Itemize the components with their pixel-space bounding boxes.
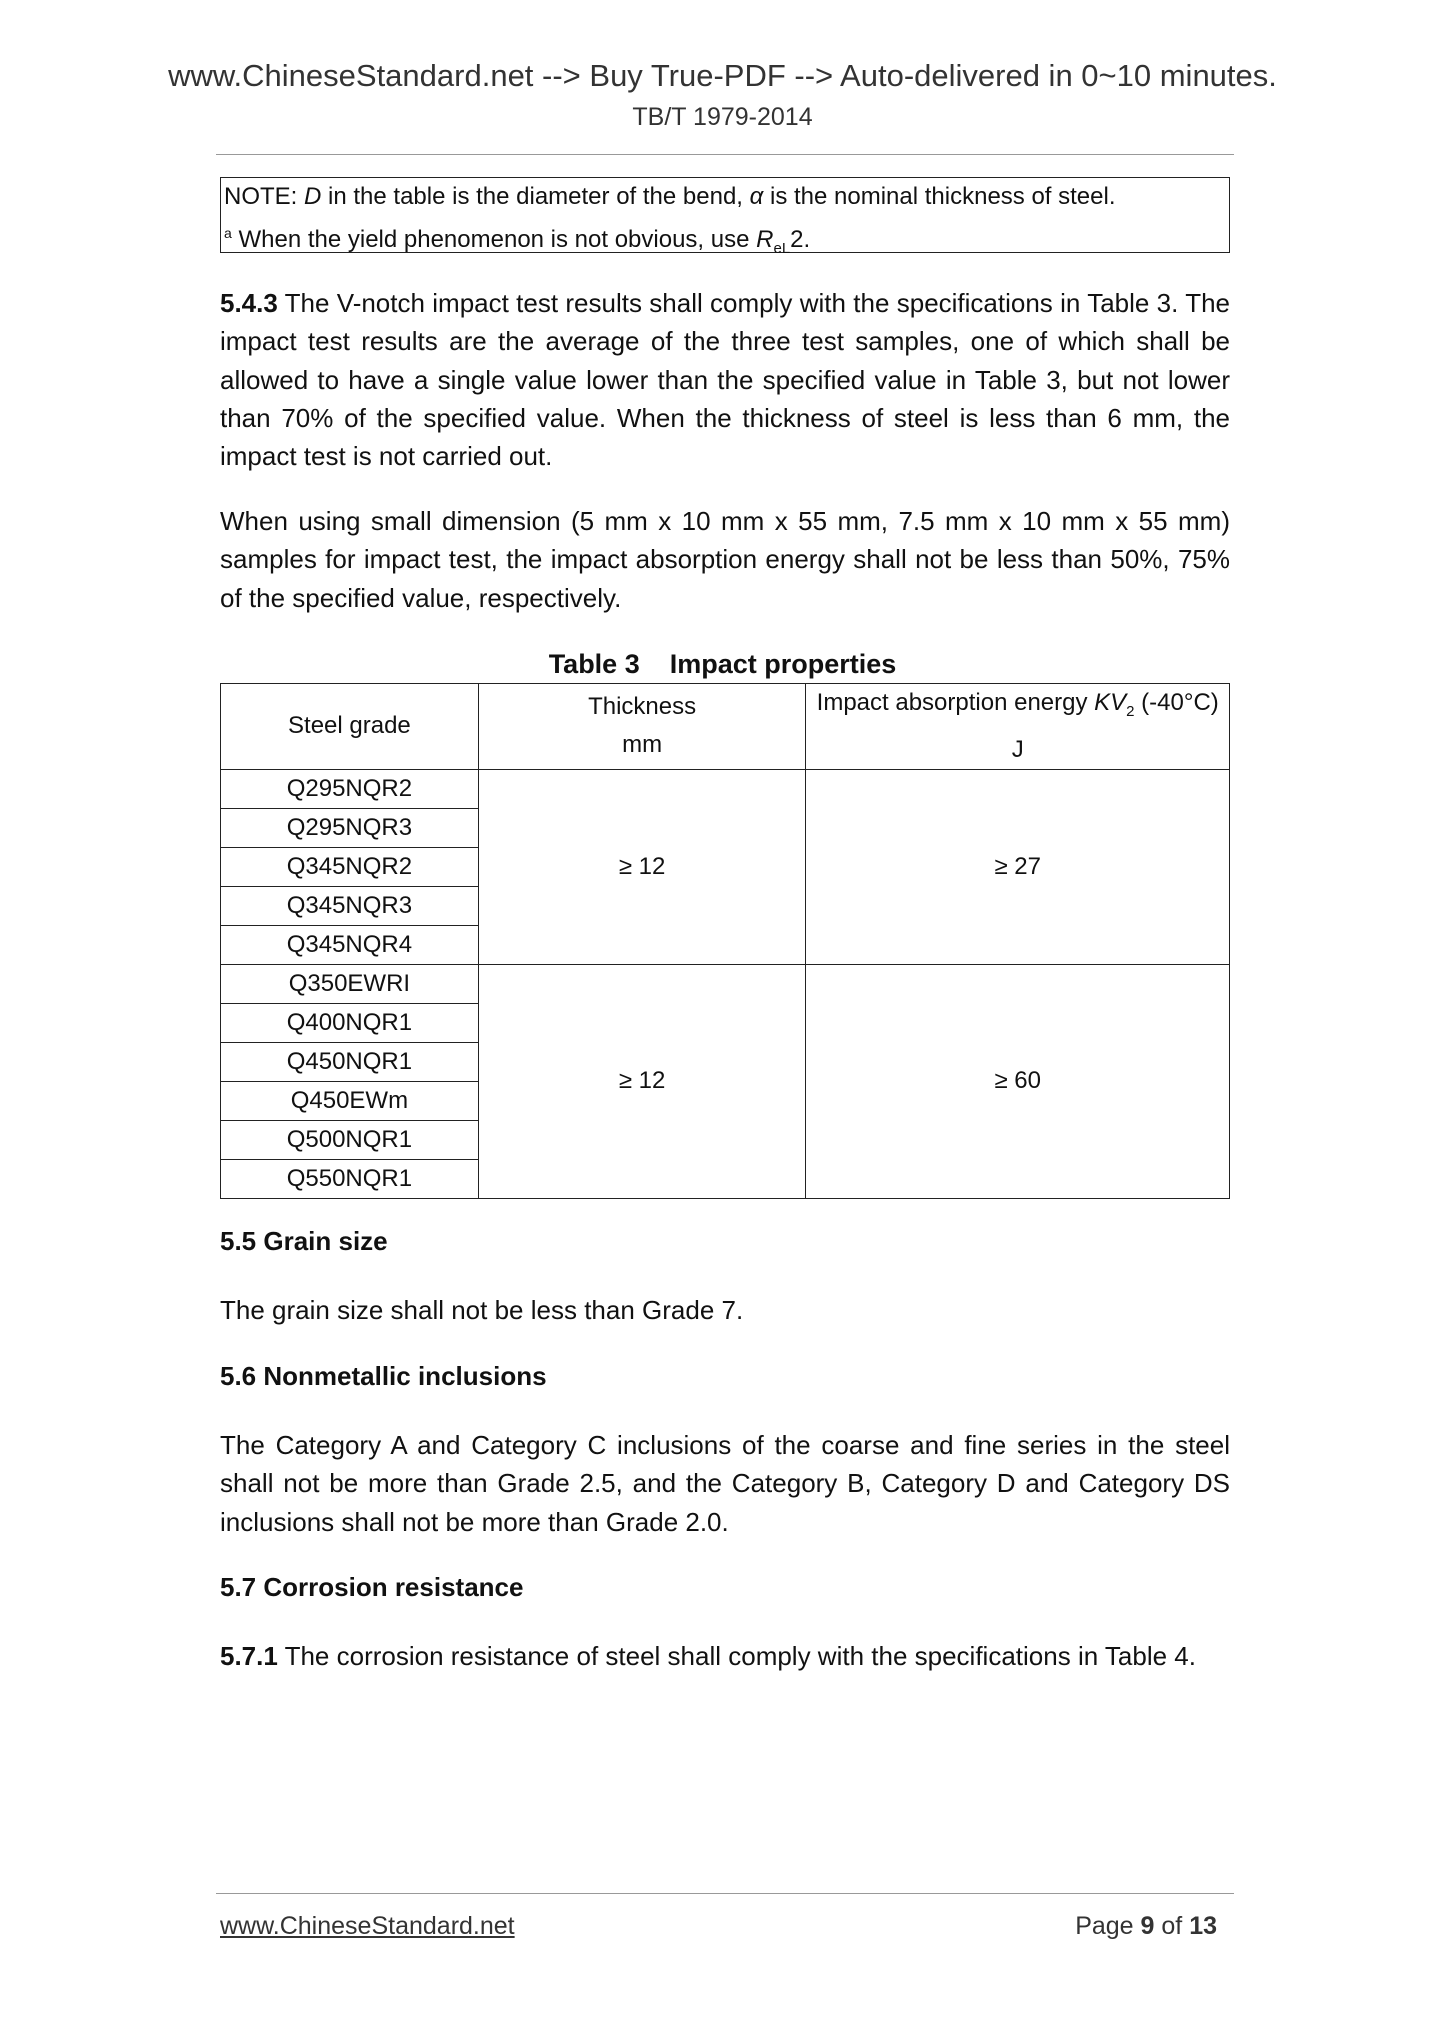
paragraph-5-5: The grain size shall not be less than Grade 7. — [220, 1295, 744, 1325]
note-text: When the yield phenomenon is not obvious, use — [231, 226, 757, 253]
energy-cell: ≥ 60 — [806, 964, 1230, 1198]
steel-grade-cell: Q550NQR1 — [221, 1159, 479, 1198]
steel-grade-cell: Q345NQR3 — [221, 886, 479, 925]
header-thickness-unit: mm — [622, 731, 663, 759]
header-banner: www.ChineseStandard.net --> Buy True-PDF --> Auto-delivered in 0~10 minutes. — [168, 58, 1277, 93]
steel-grade-cell: Q345NQR2 — [221, 847, 479, 886]
header-energy-label — [806, 684, 1229, 731]
page-number: 9 — [1140, 1912, 1155, 1940]
steel-grade-cell: Q295NQR3 — [221, 808, 479, 847]
header-thickness-label: Thickness — [588, 693, 697, 721]
energy-cell: ≥ 27 — [806, 769, 1230, 964]
table-row — [221, 964, 1230, 1003]
symbol-kv: KV — [1094, 689, 1127, 716]
header-energy-unit: J — [1011, 735, 1024, 763]
symbol-subscript: 2 — [1126, 702, 1135, 720]
steel-grade-cell: Q500NQR1 — [221, 1120, 479, 1159]
note-text: is the nominal thickness of steel. — [763, 183, 1116, 210]
note-prefix: NOTE: — [224, 183, 305, 210]
header-impact-energy — [806, 684, 1230, 770]
footnote-mark: a — [224, 225, 232, 241]
table-row — [221, 769, 1230, 808]
heading-5-5: 5.5 Grain size — [220, 1226, 388, 1256]
steel-grade-cell: Q450EWm — [221, 1081, 479, 1120]
steel-grade-cell: Q400NQR1 — [221, 1003, 479, 1042]
note-text: 2. — [790, 226, 811, 253]
table-3-title: Table 3 Impact properties — [548, 649, 897, 679]
thickness-cell: ≥ 12 — [478, 769, 806, 964]
page-total: 13 — [1189, 1912, 1217, 1940]
heading-5-6: 5.6 Nonmetallic inclusions — [220, 1361, 547, 1391]
footer-site-link[interactable]: www.ChineseStandard.net — [220, 1912, 515, 1940]
steel-grade-cell: Q295NQR2 — [221, 769, 479, 808]
label-text: (-40°C) — [1134, 689, 1219, 716]
note-line-1 — [221, 178, 1229, 215]
note-text: in the table is the diameter of the bend, — [321, 183, 750, 210]
header-divider — [216, 154, 1234, 155]
heading-5-7: 5.7 Corrosion resistance — [220, 1572, 524, 1602]
steel-grade-cell: Q450NQR1 — [221, 1042, 479, 1081]
symbol-r: R — [756, 226, 774, 253]
table-header-row — [221, 684, 1230, 770]
paragraph-5-7-1 — [220, 1637, 1230, 1675]
header-steel-grade: Steel grade — [221, 684, 479, 770]
label-text: Impact absorption energy — [816, 689, 1095, 716]
page-indicator — [1075, 1912, 1217, 1941]
clause-number: 5.7.1 — [220, 1641, 278, 1671]
clause-number: 5.4.3 — [220, 288, 278, 318]
symbol-d: D — [304, 183, 322, 210]
header-thickness — [478, 684, 806, 770]
steel-grade-cell: Q345NQR4 — [221, 925, 479, 964]
paragraph-small-samples: When using small dimension (5 mm x 10 mm x 55 mm, 7.5 mm x 10 mm x 55 mm) samples for impact test, the impact absorption energy shall not be less than 50%, 75% of the specified value, respectively. — [220, 506, 1230, 613]
table-note-box — [220, 177, 1230, 257]
clause-text: The corrosion resistance of steel shall comply with the specifications in Table 4. — [277, 1641, 1196, 1671]
clause-text: The V-notch impact test results shall comply with the specifications in Table 3. The impact test results are the average of the three test samples, one of which shall be allowed to have a single value lower than the specified value in Table 3, but not lower than 70% of the specified value. When the thickness of steel is less than 6 mm, the impact test is not carried out. — [220, 288, 1230, 472]
paragraph-5-4-3 — [220, 284, 1230, 475]
symbol-subscript: eL — [773, 239, 791, 257]
page-label: Page — [1075, 1912, 1141, 1940]
symbol-alpha: α — [749, 183, 764, 210]
document-id: TB/T 1979-2014 — [632, 103, 813, 131]
steel-grade-cell: Q350EWRI — [221, 964, 479, 1003]
footer-divider — [216, 1893, 1234, 1894]
impact-properties-table — [220, 683, 1230, 1199]
note-line-2 — [221, 215, 1229, 257]
page-of: of — [1154, 1912, 1190, 1940]
thickness-cell: ≥ 12 — [478, 964, 806, 1198]
paragraph-5-6: The Category A and Category C inclusions of the coarse and fine series in the steel shall not be more than Grade 2.5, and the Category B, Category D and Category DS inclusions shall not be more than Grade 2.0. — [220, 1430, 1230, 1537]
